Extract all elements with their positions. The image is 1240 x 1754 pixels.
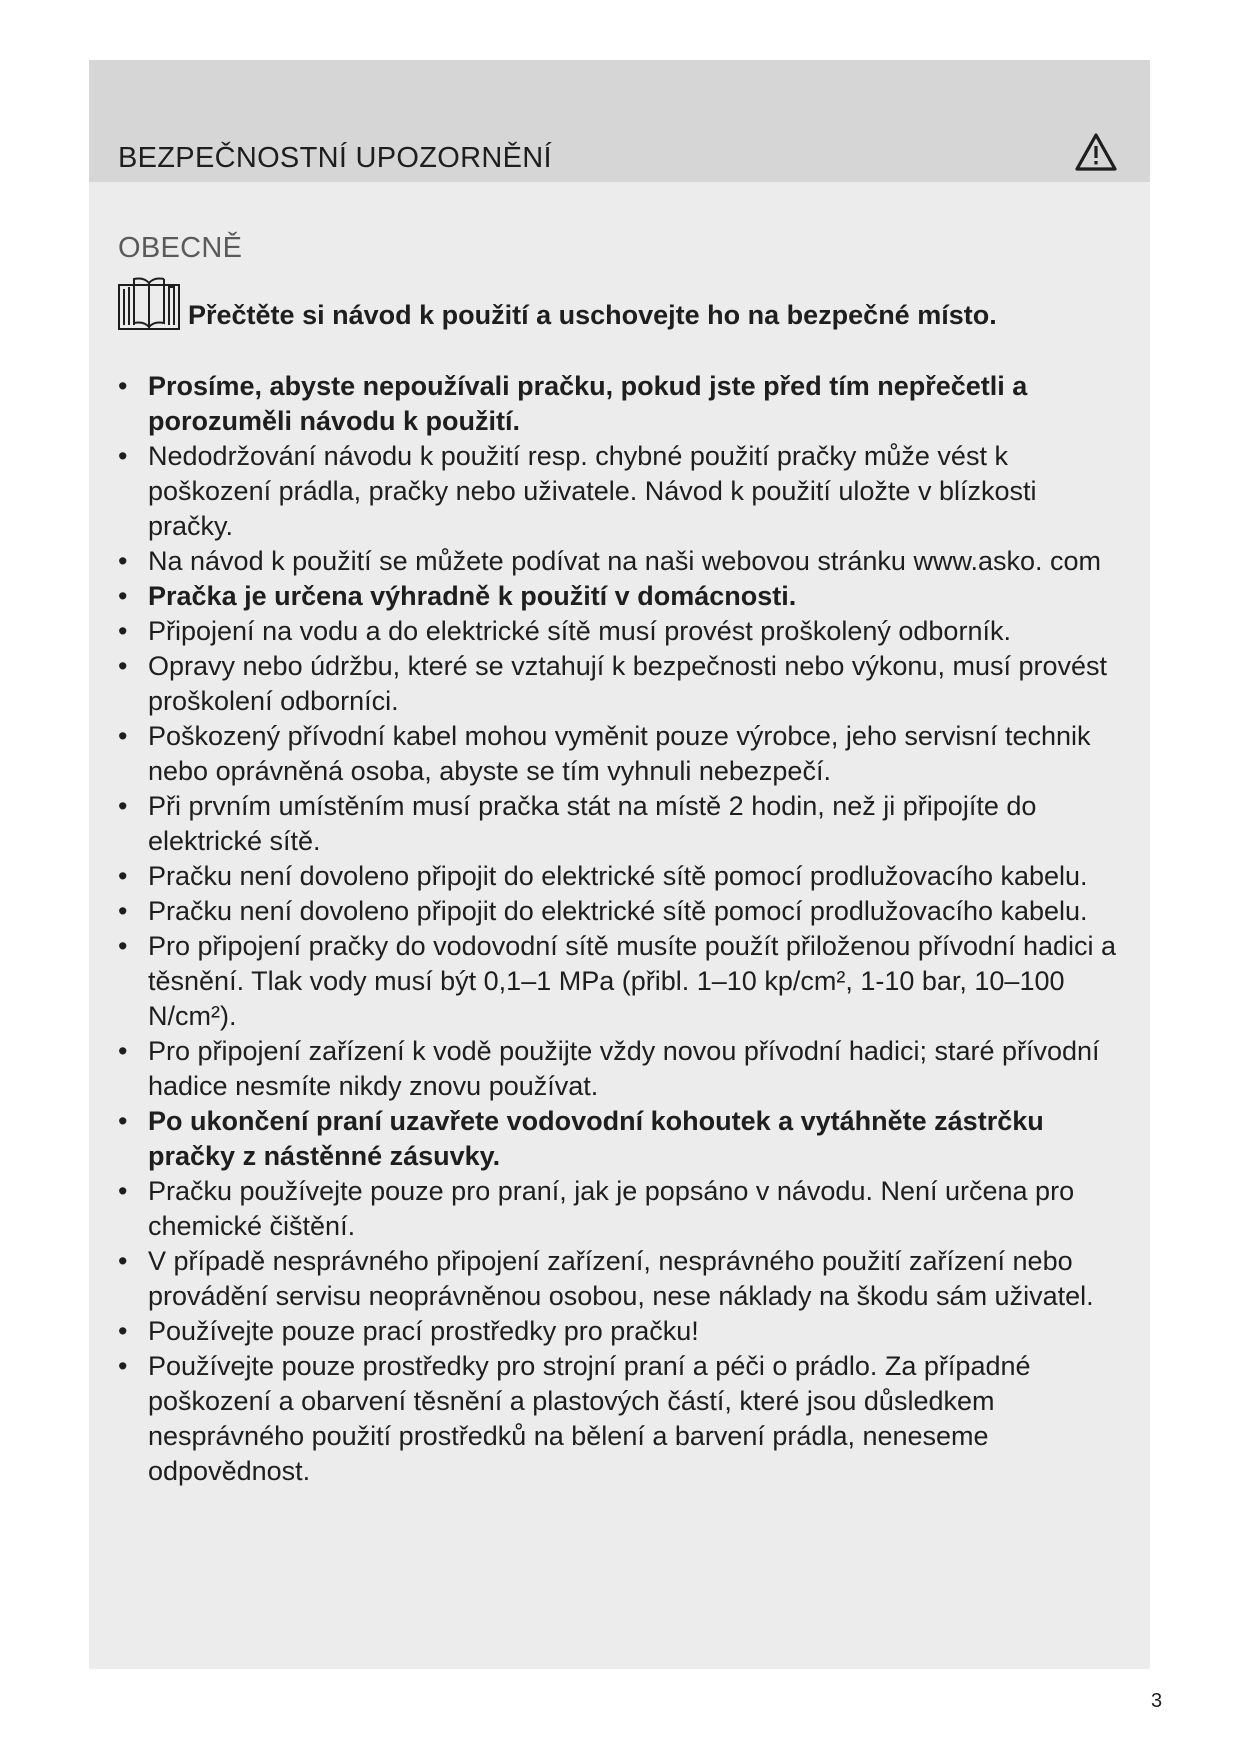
list-item: • Pračku není dovoleno připojit do elektrické sítě pomocí prodlužovacího kabelu.	[118, 859, 1128, 894]
safety-panel	[89, 60, 1150, 1669]
list-item: • Pro připojení zařízení k vodě použijte vždy novou přívodní hadici; staré přívodní hadice nesmíte nikdy znovu používat.	[118, 1034, 1128, 1104]
subsection-title: OBECNĚ	[118, 232, 243, 264]
section-title: BEZPEČNOSTNÍ UPOZORNĚNÍ	[118, 142, 552, 174]
read-manual-notice: Přečtěte si návod k použití a uschovejte ho na bezpečné místo.	[188, 300, 997, 330]
page-number: 3	[1151, 1690, 1163, 1712]
list-item: • Nedodržování návodu k použití resp. chybné použití pračky může vést k poškození prádla, pračky nebo uživatele. Návod k použití uložte v blízkosti pračky.	[118, 439, 1128, 544]
list-item: • Na návod k použití se můžete podívat na naši webovou stránku www.asko. com	[118, 544, 1128, 579]
list-item: • Po ukončení praní uzavřete vodovodní kohoutek a vytáhněte zástrčku pračky z nástěnné zásuvky.	[118, 1104, 1128, 1174]
list-item: • Při prvním umístěním musí pračka stát na místě 2 hodin, než ji připojíte do elektrické sítě.	[118, 789, 1128, 859]
warning-triangle-icon	[1074, 132, 1118, 172]
list-item: • Pračku používejte pouze pro praní, jak je popsáno v návodu. Není určena pro chemické čištění.	[118, 1174, 1128, 1244]
list-item: • Používejte pouze prostředky pro strojní praní a péči o prádlo. Za případné poškození a obarvení těsnění a plastových částí, které jsou důsledkem nesprávného použití prostředků na bělení a barvení prádla, neneseme odpovědnost.	[118, 1349, 1128, 1489]
manual-book-icon	[117, 275, 181, 333]
list-item: • Poškozený přívodní kabel mohou vyměnit pouze výrobce, jeho servisní technik nebo oprávněná osoba, abyste se tím vyhnuli nebezpečí.	[118, 719, 1128, 789]
list-item: • Pračka je určena výhradně k použití v domácnosti.	[118, 579, 1128, 614]
list-item: • Prosíme, abyste nepoužívali pračku, pokud jste před tím nepřečetli a porozuměli návodu k použití.	[118, 369, 1128, 439]
list-item: • Pračku není dovoleno připojit do elektrické sítě pomocí prodlužovacího kabelu.	[118, 894, 1128, 929]
list-item: • V případě nesprávného připojení zařízení, nesprávného použití zařízení nebo provádění servisu neoprávněnou osobou, nese náklady na škodu sám uživatel.	[118, 1244, 1128, 1314]
list-item: • Používejte pouze prací prostředky pro pračku!	[118, 1314, 1128, 1349]
section-header	[89, 60, 1150, 182]
list-item: • Pro připojení pračky do vodovodní sítě musíte použít přiloženou přívodní hadici a těsnění. Tlak vody musí být 0,1–1 MPa (přibl. 1–10 kp/cm², 1-10 bar, 10–100 N/cm²).	[118, 929, 1128, 1034]
list-item: • Opravy nebo údržbu, které se vztahují k bezpečnosti nebo výkonu, musí provést proškolení odborníci.	[118, 649, 1128, 719]
safety-rules-list	[118, 369, 1128, 1489]
list-item: • Připojení na vodu a do elektrické sítě musí provést proškolený odborník.	[118, 614, 1128, 649]
